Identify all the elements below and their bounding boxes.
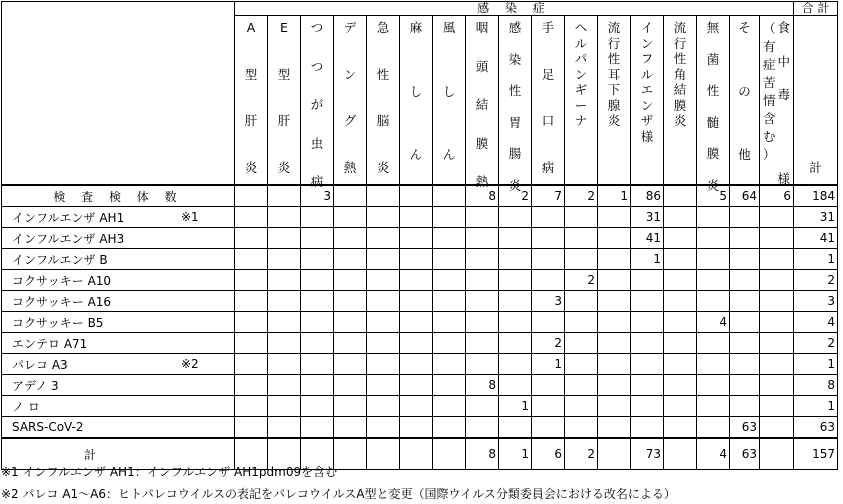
count-cell [499, 375, 532, 396]
count-cell [598, 417, 631, 439]
count-cell [301, 249, 334, 270]
count-cell [268, 417, 301, 439]
count-cell [631, 354, 664, 375]
count-cell [598, 396, 631, 417]
count-cell [532, 312, 565, 333]
row-label: インフルエンザ AH1 ※1 [2, 207, 235, 228]
count-cell [466, 417, 499, 439]
count-cell [301, 375, 334, 396]
count-cell [301, 312, 334, 333]
count-cell [730, 228, 760, 249]
count-cell [268, 354, 301, 375]
count-cell: 8 [466, 375, 499, 396]
count-cell [565, 396, 598, 417]
count-cell: 63 [730, 438, 760, 470]
count-cell [400, 249, 433, 270]
count-cell [532, 396, 565, 417]
count-cell [760, 354, 794, 375]
row-label: コクサッキー B5 [2, 312, 235, 333]
count-cell [532, 207, 565, 228]
count-cell [697, 207, 730, 228]
count-cell [433, 291, 466, 312]
count-cell [631, 375, 664, 396]
count-cell: 4 [794, 312, 838, 333]
col-measles-header: 麻 し ん [400, 16, 433, 186]
count-cell [400, 438, 433, 470]
count-cell [760, 249, 794, 270]
count-cell: 184 [794, 185, 838, 207]
count-cell [598, 375, 631, 396]
count-cell: 86 [631, 185, 664, 207]
count-cell: 2 [794, 270, 838, 291]
count-cell [367, 375, 400, 396]
count-cell [400, 185, 433, 207]
count-cell [730, 375, 760, 396]
count-cell [301, 291, 334, 312]
count-cell: 1 [499, 438, 532, 470]
count-cell [268, 228, 301, 249]
count-cell [268, 312, 301, 333]
count-cell [367, 270, 400, 291]
count-cell [466, 312, 499, 333]
count-cell: 31 [794, 207, 838, 228]
col-influenza-like-header: イ ン フ ル エ ン ザ 様 [631, 16, 664, 186]
count-cell [499, 417, 532, 439]
col-acute-encephalitis-header: 急 性 脳 炎 [367, 16, 400, 186]
count-cell [433, 333, 466, 354]
count-cell [400, 228, 433, 249]
count-cell [334, 228, 367, 249]
count-cell [499, 333, 532, 354]
count-cell [466, 354, 499, 375]
count-cell [268, 375, 301, 396]
count-cell: 2 [565, 438, 598, 470]
count-cell [532, 270, 565, 291]
count-cell: 2 [565, 185, 598, 207]
count-cell [433, 417, 466, 439]
count-cell [664, 207, 697, 228]
count-cell [235, 207, 268, 228]
count-cell [730, 207, 760, 228]
table-row [2, 312, 838, 333]
table-row [2, 417, 838, 439]
count-cell [433, 312, 466, 333]
count-cell [400, 312, 433, 333]
count-cell [532, 417, 565, 439]
row-label: インフルエンザ AH3 [2, 228, 235, 249]
count-cell: 5 [697, 185, 730, 207]
infectious-disease-group-header: 感 染 症 [235, 2, 794, 16]
count-cell [334, 249, 367, 270]
count-cell [268, 270, 301, 291]
count-cell [631, 291, 664, 312]
count-cell [301, 396, 334, 417]
count-cell [301, 270, 334, 291]
count-cell [760, 207, 794, 228]
footnote-2: ※2 パレコ A1～A6：ヒトパレコウイルスの表記をパレコウイルスA型と変更（国際ウイルス分類委員会における改名による） [1, 487, 676, 501]
count-cell [466, 249, 499, 270]
footnote-1: ※1 インフルエンザ AH1：インフルエンザ AH1pdm09を含む [1, 465, 338, 479]
count-cell [334, 417, 367, 439]
count-cell [499, 312, 532, 333]
row-label: インフルエンザ B [2, 249, 235, 270]
count-cell [367, 333, 400, 354]
count-cell [400, 270, 433, 291]
count-cell [730, 270, 760, 291]
count-cell [268, 249, 301, 270]
count-cell [565, 354, 598, 375]
col-tsutsugamushi-header: つ つ が 虫 病 [301, 16, 334, 186]
count-cell [730, 291, 760, 312]
count-cell [532, 375, 565, 396]
count-cell [730, 354, 760, 375]
row-label: コクサッキー A16 [2, 291, 235, 312]
count-cell [433, 207, 466, 228]
count-cell [598, 291, 631, 312]
count-cell [697, 417, 730, 439]
row-label: コクサッキー A10 [2, 270, 235, 291]
count-cell [301, 207, 334, 228]
count-cell [565, 417, 598, 439]
count-cell: 73 [631, 438, 664, 470]
note-marker: ※1 [181, 210, 199, 224]
count-cell [760, 228, 794, 249]
count-cell [598, 207, 631, 228]
count-cell [598, 249, 631, 270]
col-aseptic-meningitis-header: 無 菌 性 髄 膜 炎 [697, 16, 730, 186]
count-cell [532, 249, 565, 270]
count-cell [235, 185, 268, 207]
col-hepatitis-a-header: A 型 肝 炎 [235, 16, 268, 186]
row-label: ノ ロ [2, 396, 235, 417]
count-cell [433, 249, 466, 270]
count-cell [433, 375, 466, 396]
count-cell [664, 185, 697, 207]
count-cell [334, 270, 367, 291]
count-cell [334, 291, 367, 312]
count-cell [334, 333, 367, 354]
table-row [2, 228, 838, 249]
count-cell: 1 [794, 396, 838, 417]
count-cell: 1 [794, 249, 838, 270]
count-cell [664, 396, 697, 417]
count-cell [367, 228, 400, 249]
count-cell [235, 249, 268, 270]
col-other-header: そ の 他 [730, 16, 760, 186]
count-cell: 3 [301, 185, 334, 207]
count-cell: 3 [794, 291, 838, 312]
count-cell [565, 249, 598, 270]
count-cell [268, 396, 301, 417]
count-cell [466, 396, 499, 417]
col-mumps-header: 流 行 性 耳 下 腺 炎 [598, 16, 631, 186]
total-header: 合 計 [794, 2, 838, 16]
count-cell: 157 [794, 438, 838, 470]
count-cell [301, 228, 334, 249]
table-row [2, 333, 838, 354]
count-cell [697, 354, 730, 375]
count-cell [760, 396, 794, 417]
count-cell [367, 207, 400, 228]
count-cell [268, 207, 301, 228]
count-cell [760, 291, 794, 312]
count-cell [598, 354, 631, 375]
count-cell: 41 [794, 228, 838, 249]
count-cell [499, 270, 532, 291]
count-cell [235, 375, 268, 396]
count-cell [466, 228, 499, 249]
count-cell: 6 [532, 438, 565, 470]
count-cell: 1 [532, 354, 565, 375]
count-cell [433, 228, 466, 249]
count-cell: 1 [631, 249, 664, 270]
count-cell [598, 333, 631, 354]
count-cell [235, 396, 268, 417]
count-cell [367, 249, 400, 270]
count-cell [598, 228, 631, 249]
count-cell [697, 291, 730, 312]
row-label: SARS-CoV-2 [2, 417, 235, 439]
col-hfmd-header: 手 足 口 病 [532, 16, 565, 186]
table-row [2, 291, 838, 312]
table-row [2, 396, 838, 417]
count-cell [334, 354, 367, 375]
count-cell [565, 333, 598, 354]
count-cell [631, 312, 664, 333]
count-cell [400, 333, 433, 354]
count-cell [760, 270, 794, 291]
col-dengue-header: デ ン グ 熱 [334, 16, 367, 186]
count-cell [367, 312, 400, 333]
count-cell [760, 312, 794, 333]
count-cell [697, 333, 730, 354]
count-cell: 8 [466, 438, 499, 470]
table-row [2, 207, 838, 228]
count-cell [565, 312, 598, 333]
count-cell [664, 228, 697, 249]
count-cell: 8 [794, 375, 838, 396]
count-cell [400, 291, 433, 312]
count-cell: 2 [499, 185, 532, 207]
count-cell [664, 312, 697, 333]
count-cell [301, 333, 334, 354]
col-total-header: 計 [794, 16, 838, 186]
count-cell [664, 438, 697, 470]
col-pharyngoconjunctival-header: 咽 頭 結 膜 熱 [466, 16, 499, 186]
count-cell [631, 333, 664, 354]
count-cell [235, 417, 268, 439]
col-ekc-header: 流 行 性 角 結 膜 炎 [664, 16, 697, 186]
count-cell: 31 [631, 207, 664, 228]
count-cell [598, 438, 631, 470]
count-cell [565, 228, 598, 249]
count-cell [367, 354, 400, 375]
row-label: 検 査 検 体 数 [2, 185, 235, 207]
count-cell [367, 291, 400, 312]
count-cell [268, 185, 301, 207]
col-herpangina-header: ヘ ル パ ン ギ ー ナ [565, 16, 598, 186]
count-cell [400, 417, 433, 439]
count-cell [565, 291, 598, 312]
count-cell [334, 438, 367, 470]
note-marker: ※2 [181, 357, 199, 371]
count-cell: 41 [631, 228, 664, 249]
count-cell [598, 312, 631, 333]
count-cell [235, 270, 268, 291]
count-cell: 63 [794, 417, 838, 439]
count-cell [433, 270, 466, 291]
count-cell [664, 291, 697, 312]
col-infectious-gastroenteritis-header: 感 染 性 胃 腸 炎 [499, 16, 532, 186]
count-cell [400, 207, 433, 228]
table-row [2, 270, 838, 291]
row-label: アデノ 3 [2, 375, 235, 396]
count-cell [334, 185, 367, 207]
count-cell [697, 375, 730, 396]
count-cell: 4 [697, 438, 730, 470]
count-cell [433, 438, 466, 470]
count-cell [466, 270, 499, 291]
count-cell: 1 [499, 396, 532, 417]
count-cell [697, 396, 730, 417]
count-cell [499, 354, 532, 375]
count-cell [268, 291, 301, 312]
count-cell [565, 375, 598, 396]
count-cell [760, 333, 794, 354]
count-cell [367, 185, 400, 207]
count-cell [301, 354, 334, 375]
count-cell [433, 185, 466, 207]
count-cell: 63 [730, 417, 760, 439]
count-cell: 2 [532, 333, 565, 354]
count-cell [598, 270, 631, 291]
results-table [1, 1, 838, 470]
count-cell [466, 333, 499, 354]
row-label: パレコ A3 ※2 [2, 354, 235, 375]
count-cell [730, 333, 760, 354]
count-cell: 7 [532, 185, 565, 207]
count-cell [631, 270, 664, 291]
count-cell [235, 333, 268, 354]
count-cell [631, 417, 664, 439]
row-label: 計 [2, 438, 235, 470]
count-cell: 6 [760, 185, 794, 207]
count-cell [697, 270, 730, 291]
count-cell [697, 249, 730, 270]
count-cell: 2 [565, 270, 598, 291]
count-cell [334, 375, 367, 396]
count-cell [235, 354, 268, 375]
count-cell [301, 417, 334, 439]
count-cell [730, 396, 760, 417]
count-cell [334, 207, 367, 228]
count-cell [499, 228, 532, 249]
count-cell [400, 354, 433, 375]
corner-cell [2, 2, 235, 186]
count-cell [499, 291, 532, 312]
count-cell [664, 375, 697, 396]
table-row [2, 249, 838, 270]
count-cell [268, 333, 301, 354]
count-cell: 4 [697, 312, 730, 333]
count-cell [235, 228, 268, 249]
count-cell: 64 [730, 185, 760, 207]
count-cell [400, 375, 433, 396]
count-cell [760, 438, 794, 470]
count-cell [499, 207, 532, 228]
count-cell [433, 354, 466, 375]
count-cell [760, 375, 794, 396]
count-cell: 2 [794, 333, 838, 354]
count-cell [697, 228, 730, 249]
count-cell [334, 312, 367, 333]
count-cell [532, 228, 565, 249]
count-cell [664, 333, 697, 354]
count-cell [367, 396, 400, 417]
col-hepatitis-e-header: E 型 肝 炎 [268, 16, 301, 186]
count-cell [367, 438, 400, 470]
count-cell: 3 [532, 291, 565, 312]
count-cell [664, 249, 697, 270]
table-row [2, 375, 838, 396]
count-cell [565, 207, 598, 228]
count-cell: 1 [598, 185, 631, 207]
count-cell [235, 291, 268, 312]
count-cell [334, 396, 367, 417]
col-food-poisoning-header: 食 中 毒 様 （ 有 症 苦 情 含 む ） [760, 16, 794, 186]
count-cell [730, 249, 760, 270]
count-cell [664, 354, 697, 375]
row-label: エンテロ A71 [2, 333, 235, 354]
count-cell [367, 417, 400, 439]
count-cell [664, 270, 697, 291]
count-cell [466, 207, 499, 228]
count-cell: 8 [466, 185, 499, 207]
count-cell [664, 417, 697, 439]
table-row [2, 354, 838, 375]
count-cell [631, 396, 664, 417]
count-cell: 1 [794, 354, 838, 375]
count-cell [466, 291, 499, 312]
count-cell [400, 396, 433, 417]
count-cell [433, 396, 466, 417]
count-cell [499, 249, 532, 270]
count-cell [760, 417, 794, 439]
col-rubella-header: 風 し ん [433, 16, 466, 186]
count-cell [730, 312, 760, 333]
count-cell [235, 312, 268, 333]
